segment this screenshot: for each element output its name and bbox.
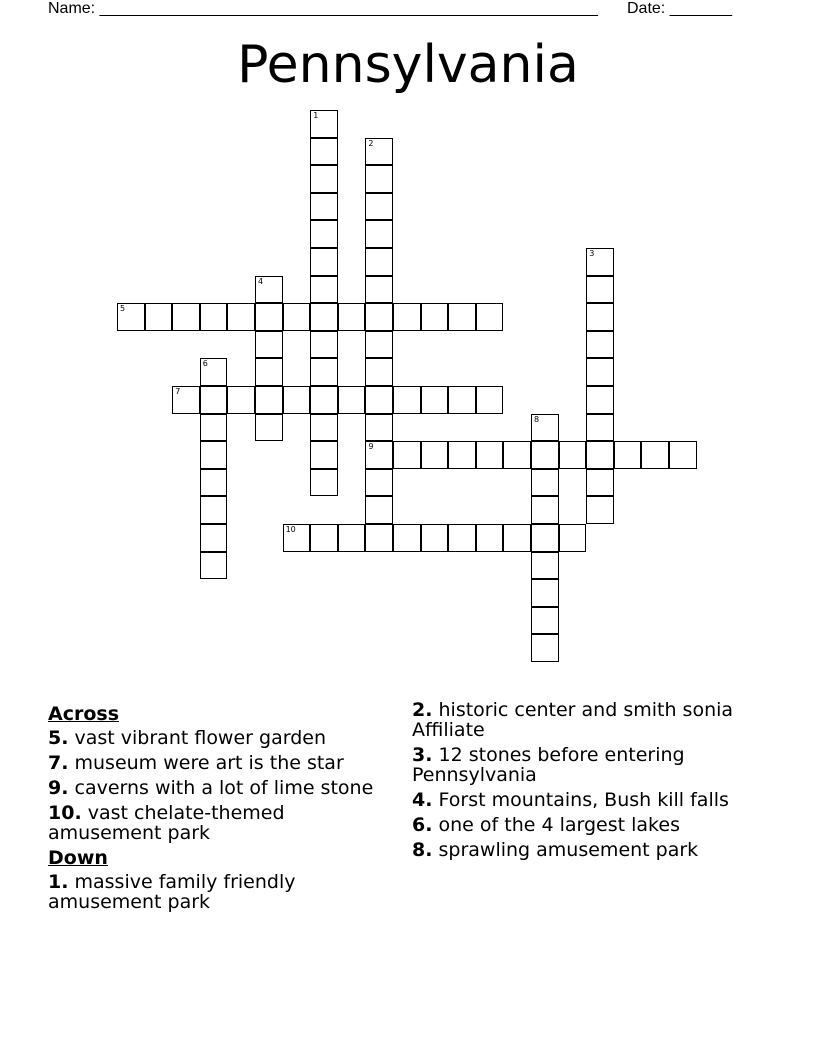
clue-number: 7 — [175, 387, 181, 396]
grid-cell[interactable] — [365, 386, 393, 414]
grid-cell[interactable] — [531, 579, 559, 607]
grid-cell[interactable] — [586, 276, 614, 304]
clue-number: 4 — [258, 276, 264, 286]
grid-cell[interactable] — [365, 331, 393, 359]
grid-cell[interactable] — [365, 414, 393, 442]
clue-item — [412, 840, 757, 860]
grid-cell[interactable] — [255, 386, 283, 414]
clue-item — [412, 745, 757, 785]
grid-cell[interactable] — [310, 331, 338, 359]
grid-cell[interactable] — [531, 524, 559, 552]
grid-cell[interactable] — [200, 469, 228, 497]
grid-cell[interactable] — [283, 303, 311, 331]
grid-cell[interactable] — [310, 524, 338, 552]
grid-cell[interactable] — [117, 303, 145, 331]
grid-cell[interactable] — [421, 441, 449, 469]
grid-cell[interactable] — [421, 386, 449, 414]
clue-number-label: 9. — [48, 777, 69, 799]
grid-cell[interactable] — [448, 524, 476, 552]
grid-cell[interactable] — [669, 441, 697, 469]
grid-cell[interactable] — [200, 496, 228, 524]
clue-item — [48, 753, 393, 773]
clue-item — [412, 790, 757, 810]
grid-cell[interactable] — [283, 524, 311, 552]
grid-cell[interactable] — [310, 165, 338, 193]
clue-number-label: 5. — [48, 727, 69, 749]
name-field: Name: ________________________________________________________ — [48, 0, 598, 17]
grid-cell[interactable] — [310, 110, 338, 138]
grid-cell[interactable] — [227, 386, 255, 414]
across-heading: Across — [48, 703, 120, 725]
grid-cell[interactable] — [255, 303, 283, 331]
grid-cell[interactable] — [365, 303, 393, 331]
clue-number: 5 — [120, 304, 126, 314]
grid-cell[interactable] — [365, 248, 393, 276]
grid-cell[interactable] — [531, 496, 559, 524]
grid-cell[interactable] — [531, 552, 559, 580]
grid-cell[interactable] — [310, 441, 338, 469]
across-clue-list — [48, 728, 393, 843]
grid-cell[interactable] — [365, 138, 393, 166]
page-title: Pennsylvania — [237, 35, 579, 95]
grid-cell[interactable] — [200, 303, 228, 331]
grid-cell[interactable] — [172, 386, 200, 414]
grid-cell[interactable] — [531, 414, 559, 442]
grid-cell[interactable] — [310, 138, 338, 166]
grid-cell[interactable] — [448, 303, 476, 331]
grid-cell[interactable] — [338, 524, 366, 552]
grid-cell[interactable] — [255, 276, 283, 304]
grid-cell[interactable] — [255, 331, 283, 359]
grid-cell[interactable] — [310, 358, 338, 386]
clue-number-label: 8. — [412, 839, 433, 861]
grid-cell[interactable] — [365, 193, 393, 221]
clue-item — [48, 803, 393, 843]
grid-cell[interactable] — [255, 414, 283, 442]
grid-cell[interactable] — [586, 358, 614, 386]
grid-cell[interactable] — [476, 303, 504, 331]
clue-text: caverns with a lot of lime stone — [74, 777, 374, 799]
grid-cell[interactable] — [310, 248, 338, 276]
grid-cell[interactable] — [531, 441, 559, 469]
clue-text: Forst mountains, Bush kill falls — [438, 789, 729, 811]
down-clue-list-continued — [412, 700, 757, 860]
grid-cell[interactable] — [476, 386, 504, 414]
clue-item — [412, 815, 757, 835]
grid-cell[interactable] — [531, 607, 559, 635]
grid-cell[interactable] — [200, 441, 228, 469]
grid-cell[interactable] — [448, 441, 476, 469]
grid-cell[interactable] — [586, 496, 614, 524]
grid-cell[interactable] — [310, 303, 338, 331]
clue-number-label: 6. — [412, 814, 433, 836]
grid-cell[interactable] — [476, 441, 504, 469]
grid-cell[interactable] — [310, 193, 338, 221]
grid-cell[interactable] — [200, 414, 228, 442]
grid-cell[interactable] — [393, 386, 421, 414]
grid-cell[interactable] — [310, 414, 338, 442]
clue-number: 3 — [589, 249, 595, 258]
grid-cell[interactable] — [365, 469, 393, 497]
grid-cell[interactable] — [531, 469, 559, 497]
grid-cell[interactable] — [448, 386, 476, 414]
clue-number-label: 4. — [412, 789, 433, 811]
date-field: Date: _______ — [627, 0, 732, 17]
grid-cell[interactable] — [586, 386, 614, 414]
down-heading: Down — [48, 847, 108, 869]
grid-cell[interactable] — [641, 441, 669, 469]
grid-cell[interactable] — [365, 496, 393, 524]
grid-cell[interactable] — [531, 634, 559, 662]
clue-text: massive family friendly amusement park — [48, 871, 296, 913]
clue-number: 1 — [313, 111, 319, 120]
clue-item — [48, 728, 393, 748]
clue-item — [48, 872, 393, 912]
grid-cell[interactable] — [365, 358, 393, 386]
clue-number: 6 — [202, 359, 208, 369]
clue-number-label: 10. — [48, 802, 82, 824]
grid-cell[interactable] — [255, 358, 283, 386]
grid-cell[interactable] — [393, 441, 421, 469]
grid-cell[interactable] — [145, 303, 173, 331]
grid-cell[interactable] — [503, 441, 531, 469]
grid-cell[interactable] — [503, 524, 531, 552]
clue-text: vast vibrant flower garden — [74, 727, 326, 749]
grid-cell[interactable] — [227, 303, 255, 331]
clue-text: 12 stones before entering Pennsylvania — [412, 744, 685, 786]
clue-text: historic center and smith sonia Affiliate — [412, 699, 734, 741]
clue-number: 10 — [285, 525, 296, 534]
grid-cell[interactable] — [338, 386, 366, 414]
grid-cell[interactable] — [586, 248, 614, 276]
clue-item — [48, 778, 393, 798]
grid-cell[interactable] — [200, 524, 228, 552]
grid-cell[interactable] — [365, 524, 393, 552]
clue-text: one of the 4 largest lakes — [438, 814, 680, 836]
grid-cell[interactable] — [310, 386, 338, 414]
grid-cell[interactable] — [365, 165, 393, 193]
grid-cell[interactable] — [614, 441, 642, 469]
grid-cell[interactable] — [172, 303, 200, 331]
grid-cell[interactable] — [283, 386, 311, 414]
grid-cell[interactable] — [310, 469, 338, 497]
grid-cell[interactable] — [586, 441, 614, 469]
clue-item — [412, 700, 757, 740]
grid-cell[interactable] — [338, 303, 366, 331]
grid-cell[interactable] — [586, 414, 614, 442]
grid-cell[interactable] — [476, 524, 504, 552]
grid-cell[interactable] — [559, 524, 587, 552]
grid-cell[interactable] — [200, 358, 228, 386]
clue-number: 2 — [368, 138, 374, 148]
down-clue-list — [48, 872, 393, 912]
grid-cell[interactable] — [586, 469, 614, 497]
clues-right-column — [412, 700, 757, 865]
clue-text: museum were art is the star — [74, 752, 344, 774]
clue-number-label: 1. — [48, 871, 69, 893]
grid-cell[interactable] — [310, 276, 338, 304]
grid-cell[interactable] — [421, 303, 449, 331]
grid-cell[interactable] — [365, 441, 393, 469]
grid-cell[interactable] — [365, 220, 393, 248]
grid-cell[interactable] — [310, 220, 338, 248]
grid-cell[interactable] — [586, 331, 614, 359]
clue-number-label: 7. — [48, 752, 69, 774]
clue-number: 8 — [534, 414, 540, 424]
clues-left-column — [48, 700, 393, 917]
grid-cell[interactable] — [200, 386, 228, 414]
clue-text: vast chelate-themed amusement park — [48, 802, 285, 844]
clue-number-label: 2. — [412, 699, 433, 721]
clue-text: sprawling amusement park — [438, 839, 699, 861]
clue-number-label: 3. — [412, 744, 433, 766]
grid-cell[interactable] — [393, 303, 421, 331]
grid-cell[interactable] — [200, 552, 228, 580]
grid-cell[interactable] — [393, 524, 421, 552]
grid-cell[interactable] — [586, 303, 614, 331]
grid-cell[interactable] — [559, 441, 587, 469]
clue-number: 9 — [368, 442, 374, 452]
grid-cell[interactable] — [421, 524, 449, 552]
grid-cell[interactable] — [365, 276, 393, 304]
